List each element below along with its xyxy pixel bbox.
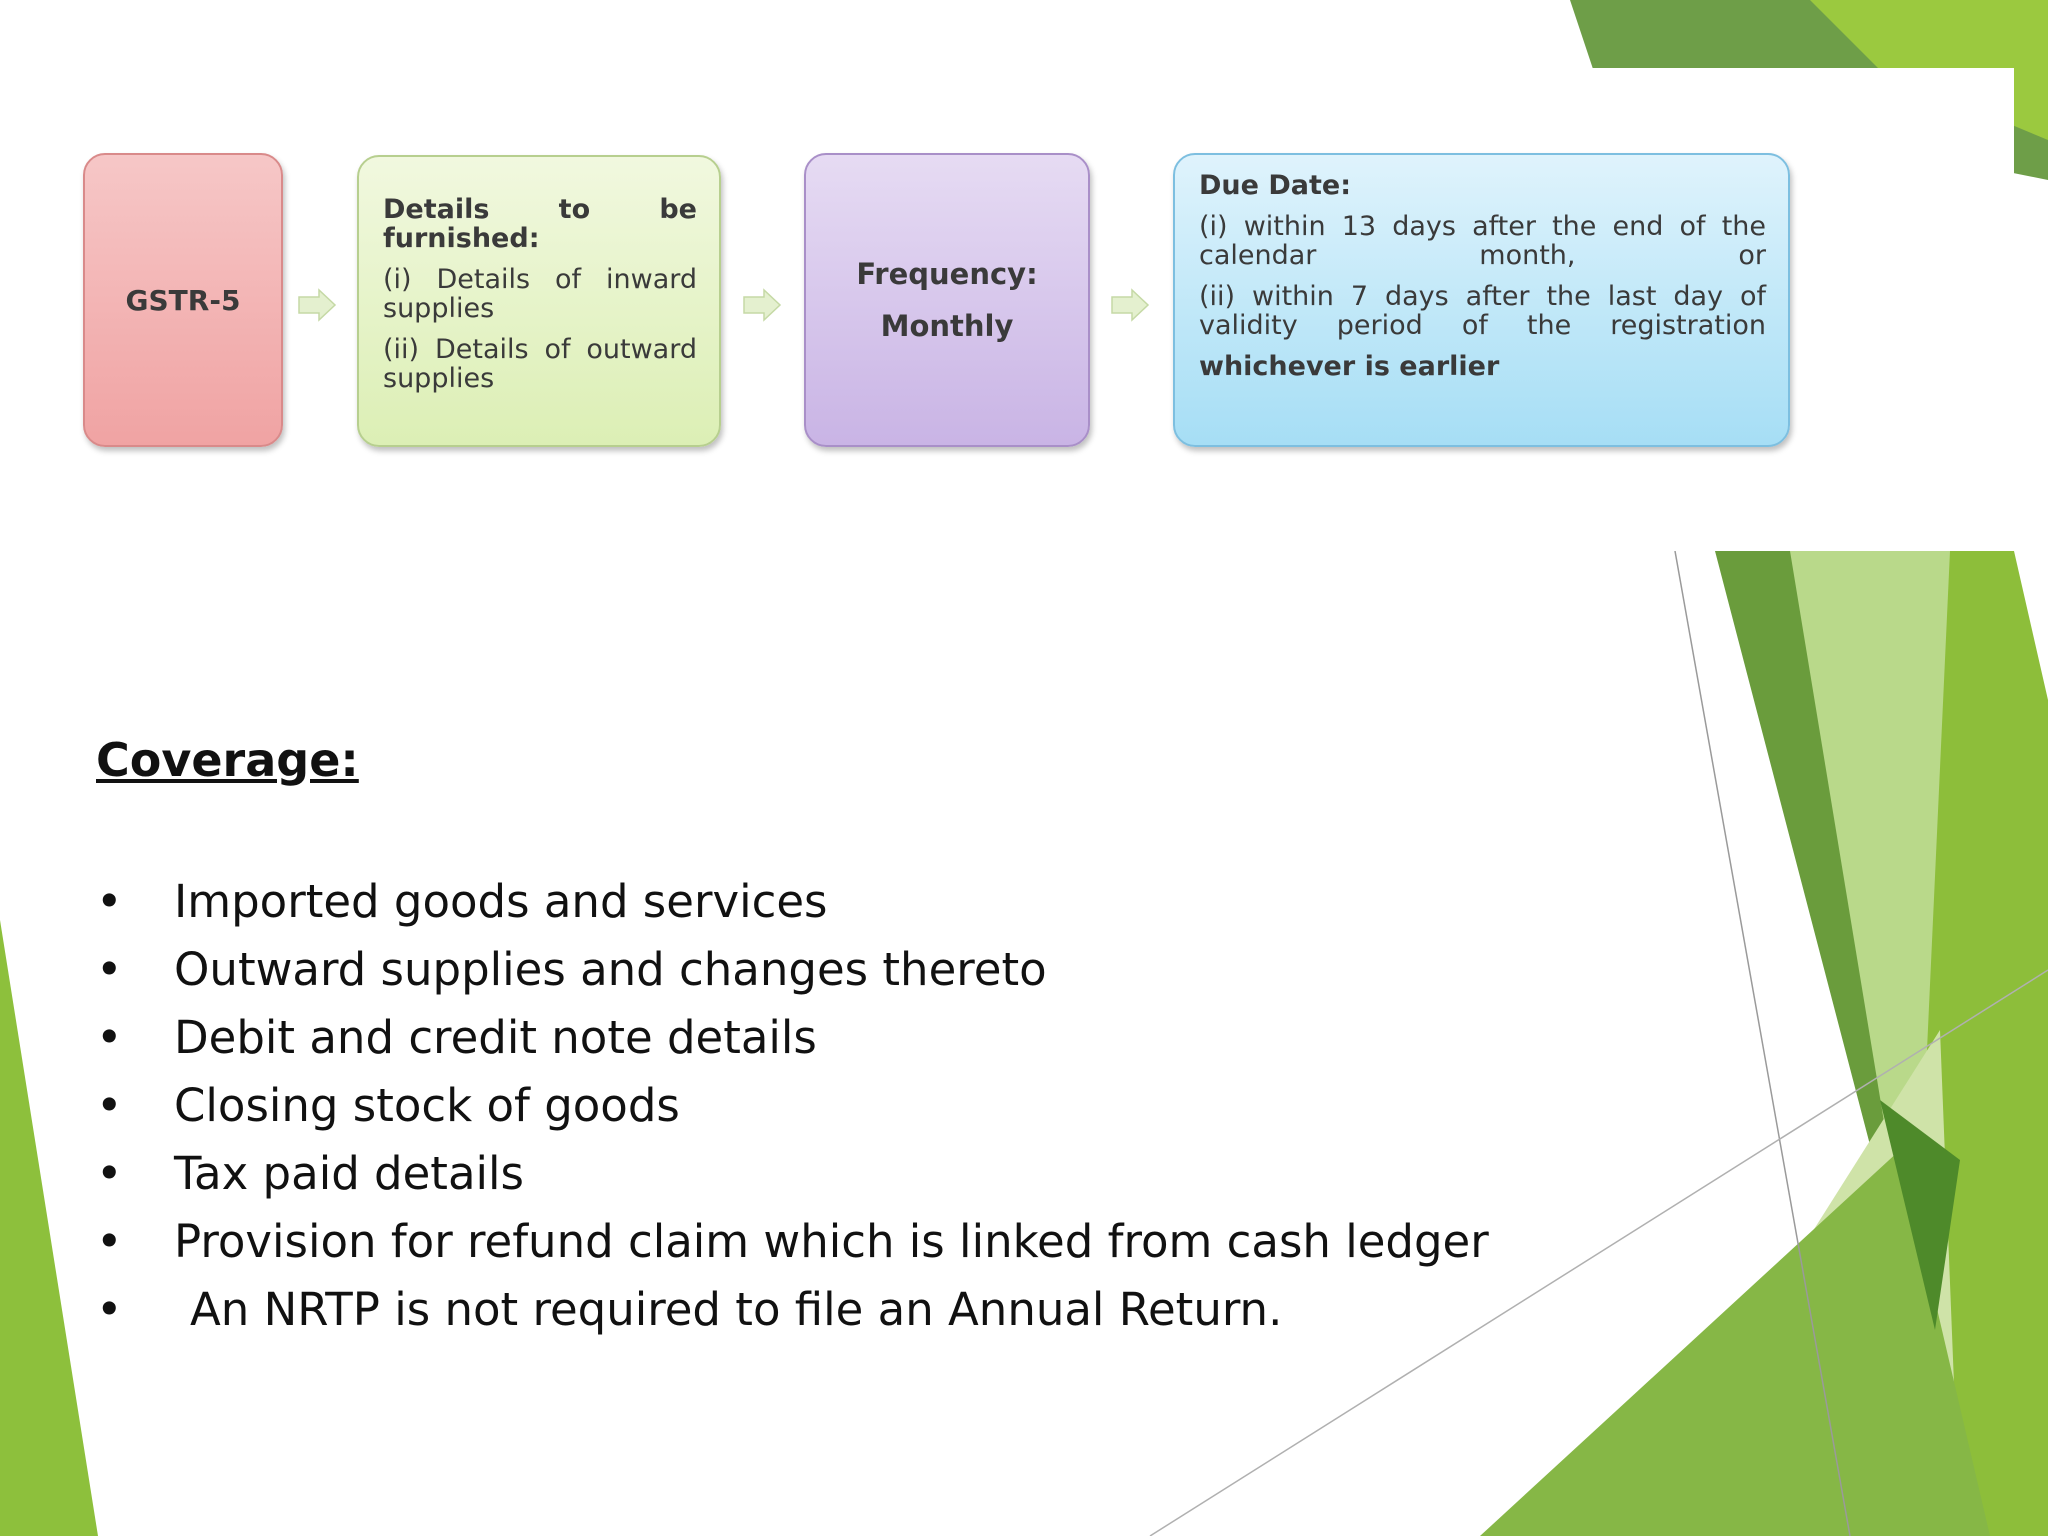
list-item: [96, 1140, 1489, 1208]
list-item: [96, 1072, 1489, 1140]
details-item-inward: (i) Details of inward supplies: [383, 264, 697, 324]
bullet-icon: •: [96, 875, 123, 928]
bullet-icon: •: [96, 1215, 123, 1268]
list-item: [96, 868, 1489, 936]
bullet-icon: •: [96, 1079, 123, 1132]
bullet-icon: •: [96, 943, 123, 996]
due-date-box: [1173, 153, 1790, 447]
coverage-item-text: Imported goods and services: [174, 875, 828, 928]
arrow-right-icon: [1110, 288, 1150, 322]
coverage-item-text: An NRTP is not required to file an Annual Return.: [190, 1283, 1283, 1336]
due-date-item-1: (i) within 13 days after the end of the calendar month, or: [1199, 211, 1766, 271]
list-item: [96, 936, 1489, 1004]
green-shape-left: [0, 920, 98, 1536]
frequency-label: Frequency:: [856, 257, 1038, 291]
frequency-value: Monthly: [880, 309, 1014, 343]
bullet-icon: •: [96, 1283, 123, 1336]
list-item: [96, 1208, 1489, 1276]
coverage-list: [96, 868, 1489, 1344]
list-item: [96, 1276, 1489, 1344]
coverage-item-text: Debit and credit note details: [174, 1011, 817, 1064]
coverage-item-text: Outward supplies and changes thereto: [174, 943, 1047, 996]
frequency-box: [804, 153, 1090, 447]
form-label: GSTR-5: [125, 283, 241, 317]
details-box: [357, 155, 721, 447]
arrow-right-icon: [297, 288, 337, 322]
bullet-icon: •: [96, 1147, 123, 1200]
gstr5-box: [83, 153, 283, 447]
coverage-heading: Coverage:: [96, 733, 359, 787]
list-item: [96, 1004, 1489, 1072]
coverage-item-text: Provision for refund claim which is linked from cash ledger: [174, 1215, 1489, 1268]
coverage-item-text: Closing stock of goods: [174, 1079, 680, 1132]
arrow-right-icon: [742, 288, 782, 322]
due-date-heading: Due Date:: [1199, 170, 1351, 201]
due-date-item-2: (ii) within 7 days after the last day of validity period of the registration: [1199, 281, 1766, 341]
details-heading: Details to be furnished:: [383, 194, 697, 254]
bullet-icon: •: [96, 1011, 123, 1064]
details-item-outward: (ii) Details of outward supplies: [383, 334, 697, 394]
due-date-note: whichever is earlier: [1199, 351, 1500, 382]
coverage-item-text: Tax paid details: [174, 1147, 524, 1200]
